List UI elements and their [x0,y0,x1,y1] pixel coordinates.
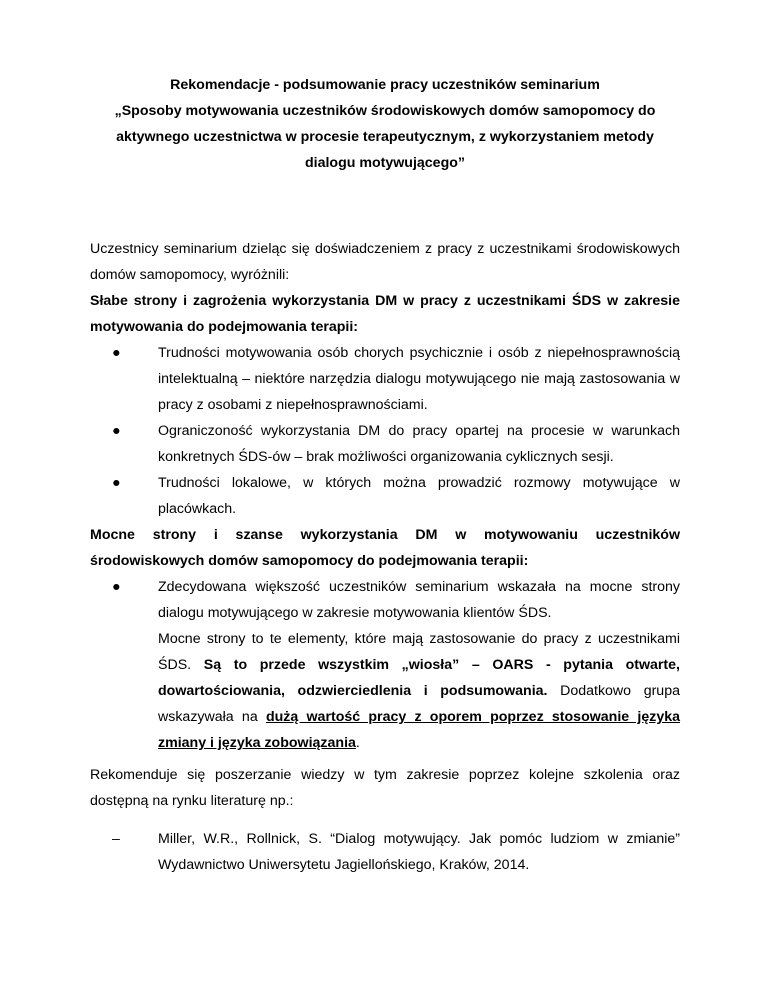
list-item [90,340,680,418]
recommendation-paragraph: Rekomenduje się poszerzanie wiedzy w tym zakresie poprzez kolejne szkolenia oraz dostępną na rynku literaturę np.: [90,767,680,809]
reference-item [90,826,680,878]
intro-paragraph: Uczestnicy seminarium dzieląc się doświadczeniem z pracy z uczestnikami środowiskowych domów samopomocy, wyróżnili: [90,241,680,283]
reference-text: Miller, W.R., Rollnick, S. “Dialog motywujący. Jak pomóc ludziom w zmianie” Wydawnictwo Uniwersytetu Jagiellońskiego, Kraków, 2014. [158,831,680,873]
references-list [90,826,680,878]
bullet-dot-icon: ● [112,475,121,491]
details-end: . [355,735,360,751]
list-item [90,574,680,626]
document-body [90,236,680,878]
list-item-text: Ograniczoność wykorzystania DM do pracy opartej na procesie w warunkach konkretnych ŚDS-ów – brak możliwości organizowania cyklicznych sesji. [158,423,680,465]
title-line-1: Rekomendacje - podsumowanie pracy uczestników seminarium [170,77,600,93]
weak-points-list [90,340,680,522]
details-text: Mocne strony to te elementy, które mają zastosowanie do pracy z uczestnikami ŚDS. [158,631,680,673]
bullet-dot-icon: ● [112,345,121,361]
strong-points-heading: Mocne strony i szanse wykorzystania DM w motywowaniu uczestników środowiskowych domów samopomocy do podejmowania terapii: [90,527,680,569]
weak-points-heading: Słabe strony i zagrożenia wykorzystania DM w pracy z uczestnikami ŚDS w zakresie motywowania do podejmowania terapii: [90,293,680,335]
details-text-2: Dodatkowo grupa wskazywała na [158,683,680,725]
list-item-text: Trudności lokalowe, w których można prowadzić rozmowy motywujące w placówkach. [158,475,680,517]
list-item-text: Zdecydowana większość uczestników seminarium wskazała na mocne strony dialogu motywującego w zakresie motywowania klientów ŚDS. [158,579,680,621]
title-line-2: „Sposoby motywowania uczestników środowiskowych domów samopomocy do aktywnego uczestnictwa w procesie terapeutycznym, z wykorzystaniem metody dialogu motywującego” [114,103,656,171]
bullet-dot-icon: ● [112,579,121,595]
bullet-dot-icon: ● [112,423,121,439]
list-item [90,418,680,470]
details-bold-text: Są to przede wszystkim „wiosła” – OARS - pytania otwarte, dowartościowania, odzwierciedlenia i podsumowania. [158,657,680,699]
list-item [90,470,680,522]
details-underlined-text: dużą wartość pracy z oporem poprzez stosowanie języka zmiany i języka zobowiązania [158,709,680,751]
strong-points-details [90,626,680,756]
list-item-text: Trudności motywowania osób chorych psychicznie i osób z niepełnosprawnością intelektualną – niektóre narzędzia dialogu motywującego nie mają zastosowania w pracy z osobami z niepełnosprawnościami. [158,345,680,413]
strong-points-list [90,574,680,626]
document-title [90,72,680,176]
dash-icon: – [112,831,120,847]
